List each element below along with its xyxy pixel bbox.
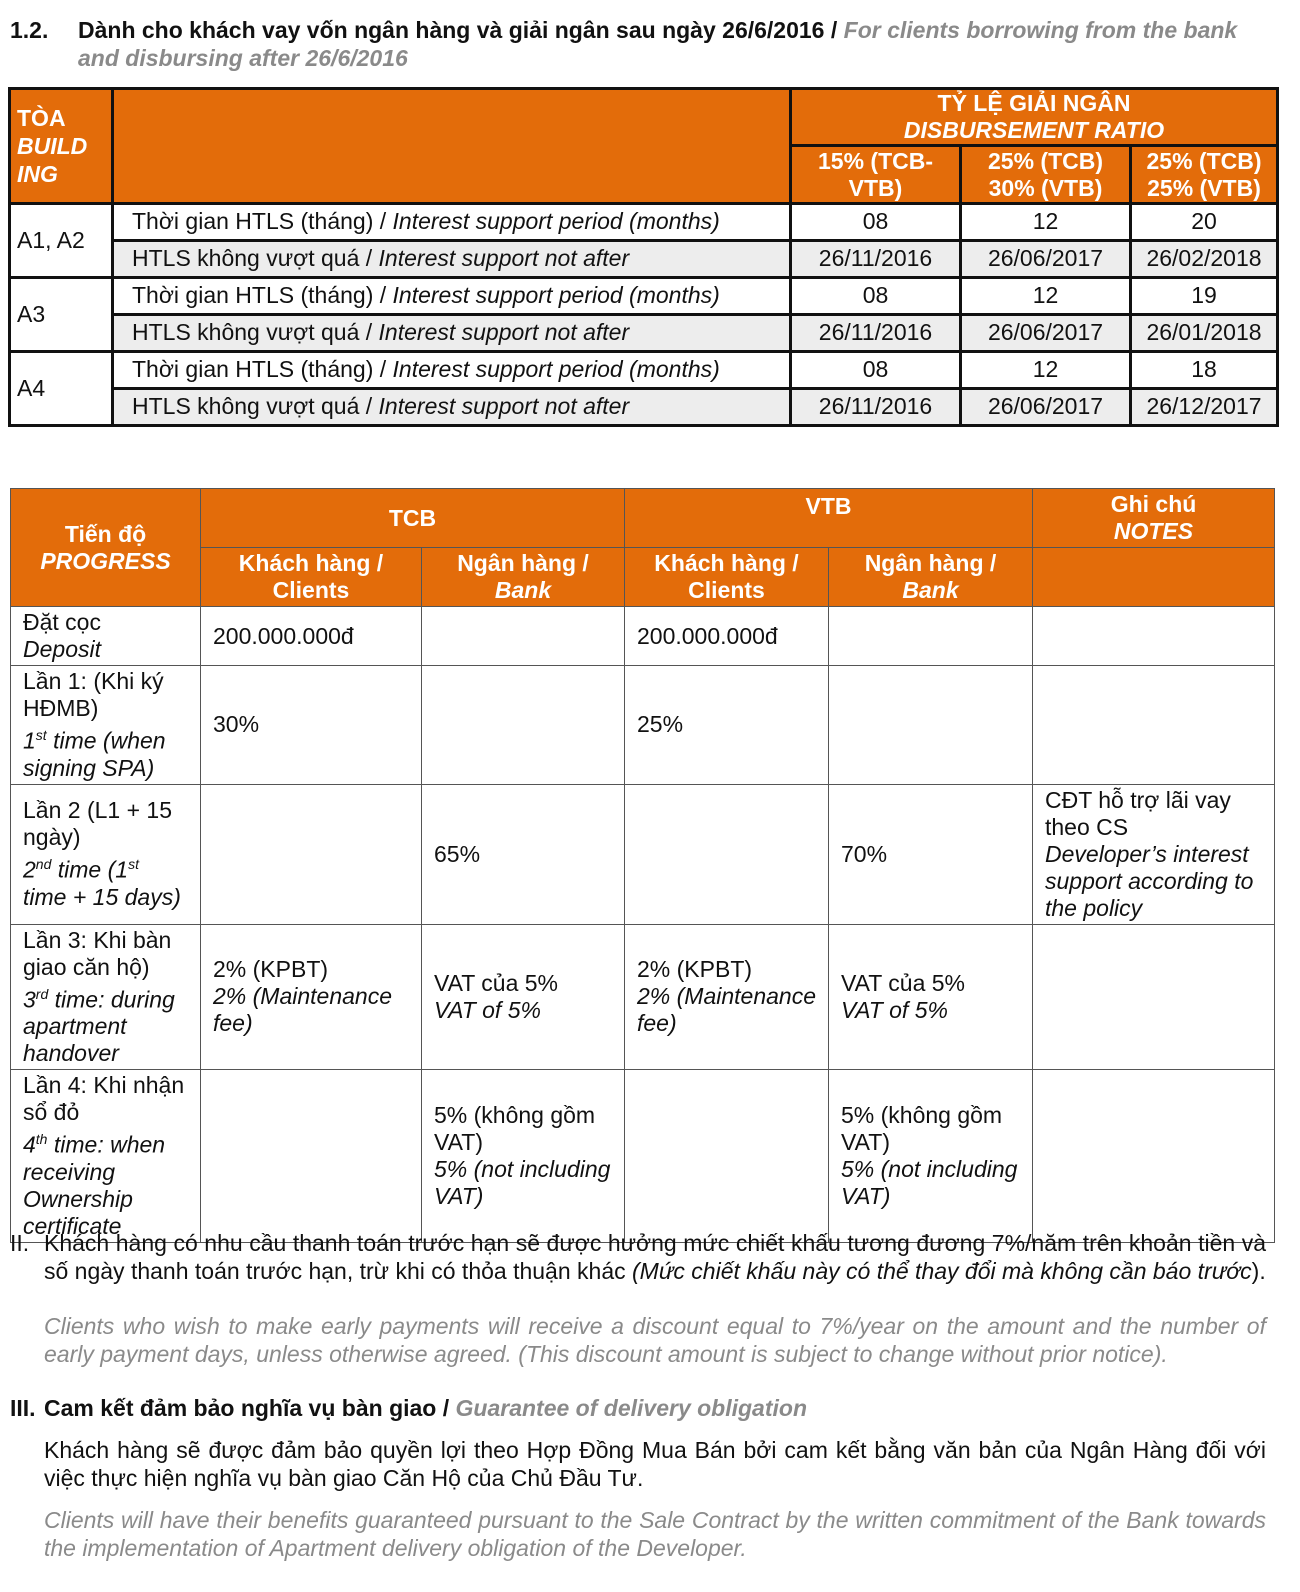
tcb-bank-header: Ngân hàng / Bank xyxy=(422,548,625,607)
table-row xyxy=(10,204,1278,241)
cell-value: 70% xyxy=(829,784,1033,924)
vtb-bank-header: Ngân hàng / Bank xyxy=(829,548,1033,607)
table-row xyxy=(11,784,1275,924)
blank-header xyxy=(113,89,791,204)
table-row xyxy=(10,352,1278,389)
cell-value xyxy=(829,666,1033,785)
cell-value xyxy=(625,784,829,924)
section-title-vi: Dành cho khách vay vốn ngân hàng và giải ngân sau ngày 26/6/2016 / xyxy=(78,17,838,43)
cell-value: 26/06/2017 xyxy=(961,315,1131,352)
notes-header: Ghi chú NOTES xyxy=(1033,489,1275,548)
payment-progress-table xyxy=(10,488,1275,1243)
section-iii-number: III. xyxy=(10,1395,36,1421)
cell-value: 30% xyxy=(201,666,422,785)
cell-value xyxy=(829,607,1033,666)
period-label: Thời gian HTLS (tháng) / Interest support period (months) xyxy=(113,204,791,241)
table-row xyxy=(10,278,1278,315)
ratio-col-3: 25% (TCB) 25% (VTB) xyxy=(1131,146,1278,204)
cell-value: VAT của 5% VAT of 5% xyxy=(829,924,1033,1070)
building-name: A1, A2 xyxy=(10,204,113,278)
table-row xyxy=(10,315,1278,352)
cell-value: 26/11/2016 xyxy=(791,315,961,352)
period-label: Thời gian HTLS (tháng) / Interest support period (months) xyxy=(113,352,791,389)
cell-value: 26/11/2016 xyxy=(791,389,961,426)
cell-value: 20 xyxy=(1131,204,1278,241)
cell-value xyxy=(625,1070,829,1243)
cell-value xyxy=(1033,1070,1275,1243)
cell-value xyxy=(201,784,422,924)
cell-value xyxy=(1033,607,1275,666)
cell-value: 26/06/2017 xyxy=(961,389,1131,426)
cell-value: 26/11/2016 xyxy=(791,241,961,278)
progress-header: Tiến độ PROGRESS xyxy=(11,489,201,607)
building-name: A4 xyxy=(10,352,113,426)
cell-value xyxy=(201,1070,422,1243)
progress-cell: Đặt cọc Deposit xyxy=(11,607,201,666)
cell-value: 08 xyxy=(791,352,961,389)
vtb-clients-header: Khách hàng / Clients xyxy=(625,548,829,607)
interest-support-table xyxy=(8,87,1279,427)
notes-cell: CĐT hỗ trợ lãi vay theo CS Developer’s interest support according to the policy xyxy=(1033,784,1275,924)
cell-value: VAT của 5% VAT of 5% xyxy=(422,924,625,1070)
section-ii-number: II. xyxy=(10,1230,30,1256)
cell-value: 26/01/2018 xyxy=(1131,315,1278,352)
cell-value xyxy=(1033,924,1275,1070)
not-after-label: HTLS không vượt quá / Interest support not after xyxy=(113,315,791,352)
cell-value: 26/02/2018 xyxy=(1131,241,1278,278)
table-row xyxy=(10,241,1278,278)
cell-value: 65% xyxy=(422,784,625,924)
notes-subheader xyxy=(1033,548,1275,607)
cell-value: 12 xyxy=(961,352,1131,389)
progress-cell: Lần 1: (Khi ký HĐMB) 1st time (when signing SPA) xyxy=(11,666,201,785)
tcb-header: TCB xyxy=(201,489,625,548)
table-row xyxy=(10,389,1278,426)
not-after-label: HTLS không vượt quá / Interest support not after xyxy=(113,389,791,426)
progress-cell: Lần 3: Khi bàn giao căn hộ) 3rd time: during apartment handover xyxy=(11,924,201,1070)
cell-value: 18 xyxy=(1131,352,1278,389)
cell-value: 5% (không gồm VAT) 5% (not including VAT) xyxy=(422,1070,625,1243)
not-after-label: HTLS không vượt quá / Interest support not after xyxy=(113,241,791,278)
vtb-header: VTB xyxy=(625,489,1033,548)
section-ii-text-vi: Khách hàng có nhu cầu thanh toán trước hạn sẽ được hưởng mức chiết khấu tương đương 7%/năm trên khoản tiền và số ngày thanh toán trước hạn, trừ khi có thỏa thuận khác (Mức chiết khấu này có thể thay đổi mà không cần báo trước). xyxy=(44,1230,1266,1284)
cell-value: 25% xyxy=(625,666,829,785)
section-number: 1.2. xyxy=(10,17,49,43)
section-ii-text-en: Clients who wish to make early payments will receive a discount equal to 7%/year on the amount and the number of early payment days, unless otherwise agreed. (This discount amount is subject to change without prior notice). xyxy=(44,1313,1266,1367)
cell-value: 12 xyxy=(961,204,1131,241)
tcb-clients-header: Khách hàng / Clients xyxy=(201,548,422,607)
progress-cell: Lần 4: Khi nhận sổ đỏ 4th time: when receiving Ownership certificate xyxy=(11,1070,201,1243)
cell-value: 26/06/2017 xyxy=(961,241,1131,278)
building-name: A3 xyxy=(10,278,113,352)
building-header: TÒA BUILD ING xyxy=(10,89,113,204)
cell-value xyxy=(422,607,625,666)
ratio-col-2: 25% (TCB) 30% (VTB) xyxy=(961,146,1131,204)
cell-value: 5% (không gồm VAT) 5% (not including VAT) xyxy=(829,1070,1033,1243)
cell-value xyxy=(1033,666,1275,785)
cell-value: 08 xyxy=(791,278,961,315)
table-row xyxy=(11,924,1275,1070)
section-title xyxy=(78,16,1278,72)
section-title-en: For clients borrowing from the bank and disbursing after 26/6/2016 xyxy=(78,17,1238,71)
cell-value: 26/12/2017 xyxy=(1131,389,1278,426)
progress-cell: Lần 2 (L1 + 15 ngày) 2nd time (1st time + 15 days) xyxy=(11,784,201,924)
section-iii-text-vi: Khách hàng sẽ được đảm bảo quyền lợi theo Hợp Đồng Mua Bán bởi cam kết bằng văn bản của Ngân Hàng đối với việc thực hiện nghĩa vụ bàn giao Căn Hộ của Chủ Đầu Tư. xyxy=(44,1437,1266,1491)
section-iii-text-en: Clients will have their benefits guaranteed pursuant to the Sale Contract by the written commitment of the Bank towards the implementation of Apartment delivery obligation of the Developer. xyxy=(44,1507,1266,1561)
cell-value: 2% (KPBT) 2% (Maintenance fee) xyxy=(625,924,829,1070)
period-label: Thời gian HTLS (tháng) / Interest support period (months) xyxy=(113,278,791,315)
cell-value: 200.000.000đ xyxy=(201,607,422,666)
cell-value: 19 xyxy=(1131,278,1278,315)
disbursement-ratio-header: TỶ LỆ GIẢI NGÂN DISBURSEMENT RATIO xyxy=(791,89,1278,146)
cell-value: 08 xyxy=(791,204,961,241)
cell-value: 12 xyxy=(961,278,1131,315)
table-row xyxy=(11,607,1275,666)
table-row xyxy=(11,666,1275,785)
section-iii-title: Cam kết đảm bảo nghĩa vụ bàn giao / Guarantee of delivery obligation xyxy=(44,1395,807,1421)
cell-value: 200.000.000đ xyxy=(625,607,829,666)
cell-value: 2% (KPBT) 2% (Maintenance fee) xyxy=(201,924,422,1070)
ratio-col-1: 15% (TCB- VTB) xyxy=(791,146,961,204)
table-row xyxy=(11,1070,1275,1243)
cell-value xyxy=(422,666,625,785)
